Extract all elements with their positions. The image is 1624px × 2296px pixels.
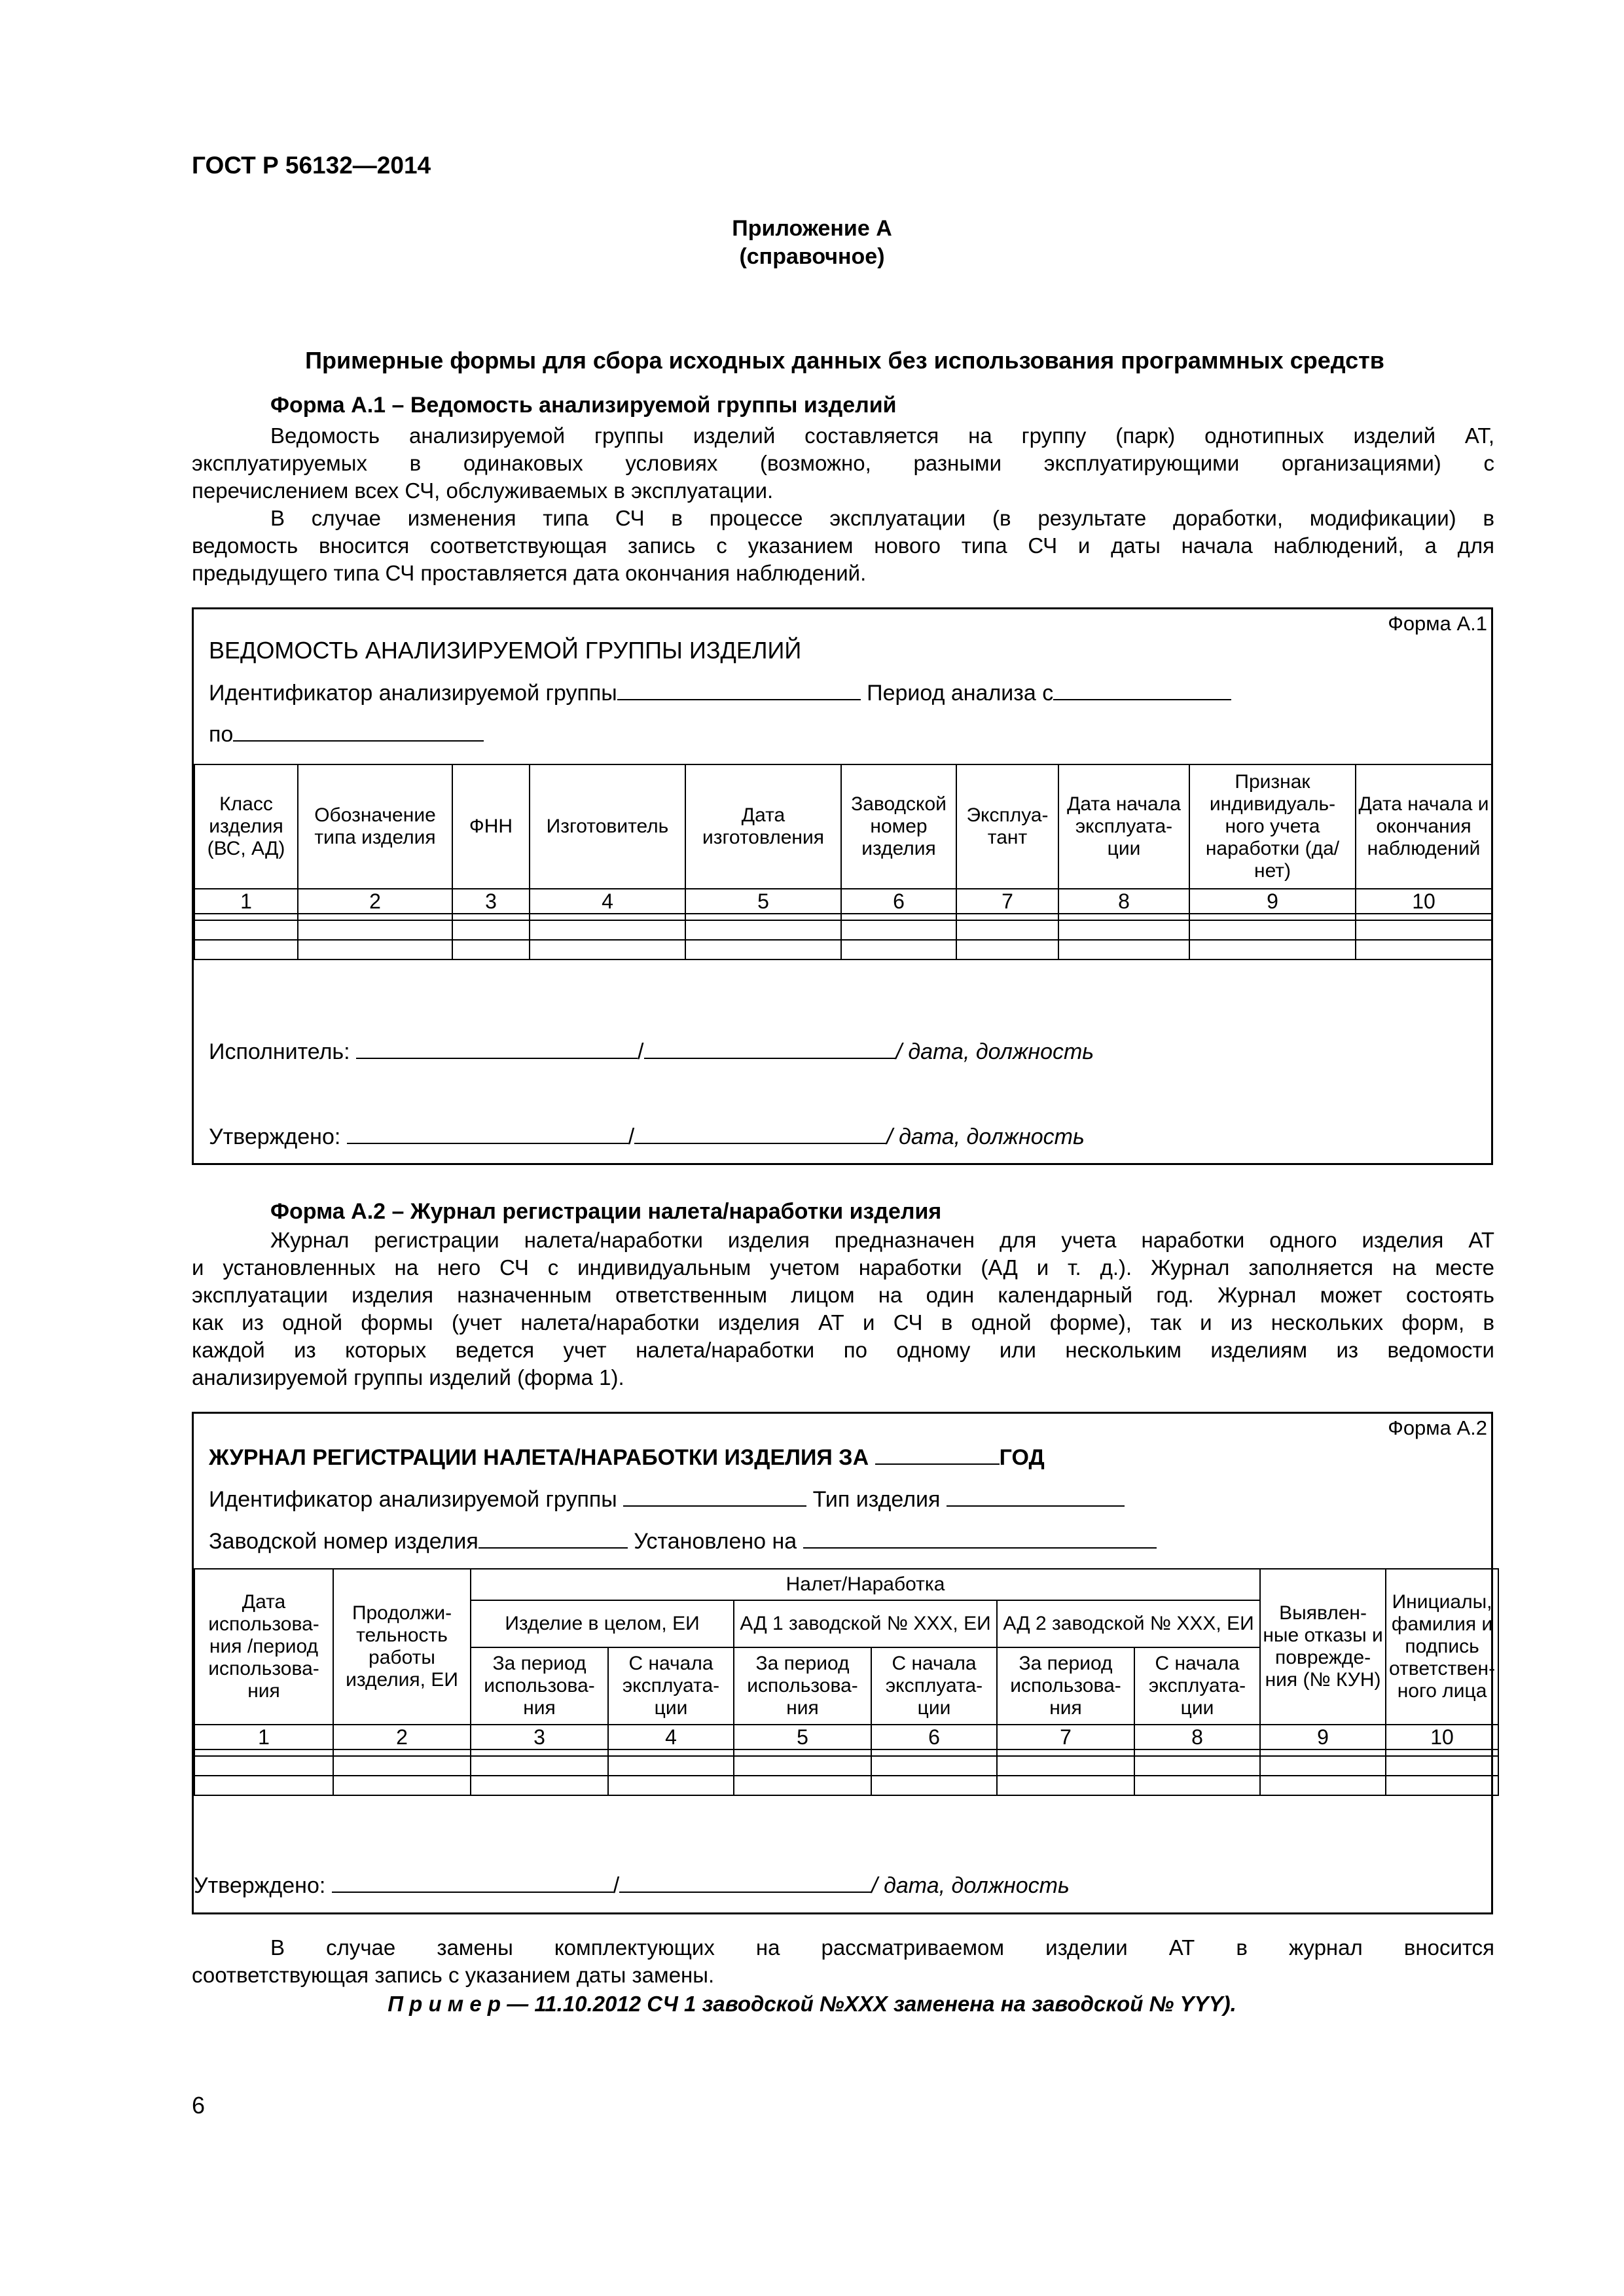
installed-field[interactable]	[803, 1528, 1157, 1549]
table-row	[194, 914, 1492, 920]
col-number: 5	[734, 1725, 871, 1749]
table-cell[interactable]	[1189, 940, 1356, 960]
paragraph-line: предыдущего типа СЧ проставляется дата окончания наблюдений.	[192, 561, 867, 585]
col-number: 6	[841, 889, 956, 914]
col-number: 8	[1134, 1725, 1260, 1749]
group-id-field[interactable]	[617, 679, 861, 700]
col-number: 10	[1356, 889, 1492, 914]
table-cell[interactable]	[530, 920, 685, 940]
form1-description	[192, 422, 1494, 587]
approved-sign-field[interactable]	[619, 1872, 871, 1893]
table-cell[interactable]	[194, 1756, 333, 1776]
approved-label: Утверждено:	[194, 1873, 326, 1898]
table-cell[interactable]	[194, 940, 298, 960]
table-cell[interactable]	[452, 940, 530, 960]
col-number: 1	[194, 889, 298, 914]
table-cell[interactable]	[1189, 920, 1356, 940]
table-cell[interactable]	[1058, 940, 1189, 960]
table-cell[interactable]	[608, 1756, 734, 1776]
paragraph-line: соответствующая запись с указанием даты замены.	[192, 1963, 715, 1987]
table-cell[interactable]	[1058, 914, 1189, 920]
table-row	[194, 920, 1492, 940]
table-cell[interactable]	[1134, 1756, 1260, 1776]
form-label: Форма А.2	[1388, 1416, 1487, 1439]
col-header: Продолжи-тельность работы изделия, ЕИ	[333, 1569, 471, 1725]
col-number: 7	[956, 889, 1058, 914]
table-cell[interactable]	[1058, 920, 1189, 940]
col-number: 5	[685, 889, 841, 914]
group-id-label: Идентификатор анализируемой группы	[209, 1487, 617, 1512]
table-cell[interactable]	[734, 1749, 871, 1756]
table-cell[interactable]	[452, 914, 530, 920]
period-from-field[interactable]	[1053, 679, 1231, 700]
paragraph-line: В случае изменения типа СЧ в процессе эксплуатации (в результате доработки, модификации) в	[270, 506, 1494, 530]
approved-label: Утверждено:	[209, 1124, 341, 1149]
table-cell[interactable]	[997, 1776, 1134, 1795]
col-number: 10	[1386, 1725, 1498, 1749]
approved-name-field[interactable]	[332, 1872, 613, 1893]
col-number: 1	[194, 1725, 333, 1749]
col-header: С начала эксплуата-ции	[608, 1647, 734, 1725]
column-number-row	[194, 1725, 1498, 1749]
table-row	[194, 1776, 1498, 1795]
table-cell[interactable]	[841, 920, 956, 940]
table-cell[interactable]	[685, 940, 841, 960]
form-a2-table	[194, 1568, 1499, 1796]
paragraph-line: каждой из которых ведется учет налета/наработки по одному или нескольким изделиям из ведомости	[192, 1338, 1494, 1362]
table-cell[interactable]	[194, 914, 298, 920]
col-number: 9	[1189, 889, 1356, 914]
paragraph-line: эксплуатируемых в одинаковых условиях (возможно, разными эксплуатирующими организациями) с	[192, 451, 1494, 475]
table-cell[interactable]	[1134, 1776, 1260, 1795]
table-header-row	[194, 1569, 1498, 1600]
table-cell[interactable]	[956, 914, 1058, 920]
col-header: Эксплуа-тант	[956, 764, 1058, 889]
col-header: Изготовитель	[530, 764, 685, 889]
closing-paragraph	[192, 1934, 1494, 1989]
sign-suffix: / дата, должность	[895, 1039, 1094, 1064]
form-title-prefix: ЖУРНАЛ РЕГИСТРАЦИИ НАЛЕТА/НАРАБОТКИ ИЗДЕЛИЯ ЗА	[209, 1445, 869, 1470]
type-field[interactable]	[947, 1486, 1125, 1507]
approved-name-field[interactable]	[347, 1123, 628, 1144]
col-number: 4	[608, 1725, 734, 1749]
col-header: Инициалы, фамилия и подпись ответствен-ного лица	[1386, 1569, 1498, 1725]
table-cell[interactable]	[471, 1776, 608, 1795]
col-number: 8	[1058, 889, 1189, 914]
table-cell[interactable]	[298, 920, 452, 940]
col-header: За период использова-ния	[997, 1647, 1134, 1725]
col-header: За период использова-ния	[734, 1647, 871, 1725]
appendix-note: (справочное)	[739, 244, 885, 269]
table-cell[interactable]	[1356, 940, 1492, 960]
document-header: ГОСТ Р 56132—2014	[192, 152, 431, 179]
col-header: Дата изготовления	[685, 764, 841, 889]
table-cell[interactable]	[1260, 1776, 1386, 1795]
approved-sign-field[interactable]	[634, 1123, 886, 1144]
paragraph-line: Ведомость анализируемой группы изделий составляется на группу (парк) однотипных изделий АТ,	[270, 423, 1494, 448]
table-cell[interactable]	[530, 914, 685, 920]
form2-heading: Форма А.2 – Журнал регистрации налета/наработки изделия	[270, 1199, 942, 1224]
table-cell[interactable]	[997, 1756, 1134, 1776]
col-number: 6	[871, 1725, 997, 1749]
sign-suffix: / дата, должность	[886, 1124, 1085, 1149]
col-number: 4	[530, 889, 685, 914]
approved-line	[194, 1872, 1070, 1899]
col-header: С начала эксплуата-ции	[1134, 1647, 1260, 1725]
group-id-line	[209, 1486, 1125, 1513]
paragraph-line: анализируемой группы изделий (форма 1).	[192, 1365, 624, 1390]
table-cell[interactable]	[871, 1756, 997, 1776]
table-cell[interactable]	[1386, 1776, 1498, 1795]
col-header: Дата начала эксплуата-ции	[1058, 764, 1189, 889]
table-cell[interactable]	[194, 1776, 333, 1795]
table-cell[interactable]	[333, 1749, 471, 1756]
col-header: Заводской номер изделия	[841, 764, 956, 889]
paragraph-line: перечислением всех СЧ, обслуживаемых в эксплуатации.	[192, 478, 774, 503]
paragraph-line: Журнал регистрации налета/наработки изделия предназначен для учета наработки одного изделия АТ	[270, 1228, 1494, 1252]
table-cell[interactable]	[956, 940, 1058, 960]
col-header-group: АД 2 заводской № ХХХ, ЕИ	[997, 1600, 1260, 1647]
table-cell[interactable]	[471, 1749, 608, 1756]
form1-heading: Форма А.1 – Ведомость анализируемой группы изделий	[270, 393, 897, 418]
table-cell[interactable]	[956, 920, 1058, 940]
col-header: Дата использова-ния /период использова-ния	[194, 1569, 333, 1725]
paragraph-line: как из одной формы (учет налета/наработки изделия АТ и СЧ в одной форме), так и из нескольких форм, в	[192, 1310, 1494, 1335]
table-cell[interactable]	[1134, 1749, 1260, 1756]
col-number: 7	[997, 1725, 1134, 1749]
period-to-field[interactable]	[233, 721, 484, 742]
table-cell[interactable]	[452, 920, 530, 940]
executor-name-field[interactable]	[356, 1038, 638, 1059]
paragraph-line: эксплуатации изделия назначенным ответственным лицом на один календарный год. Журнал может состоять	[192, 1283, 1494, 1307]
group-id-field[interactable]	[623, 1486, 806, 1507]
page-number: 6	[192, 2092, 206, 2119]
table-cell[interactable]	[1260, 1749, 1386, 1756]
section-title: Примерные формы для сбора исходных данных без использования программных средств	[305, 347, 1384, 374]
form-title	[209, 1444, 1045, 1471]
table-cell[interactable]	[608, 1776, 734, 1795]
appendix-title: Приложение А	[732, 216, 892, 241]
table-cell[interactable]	[685, 920, 841, 940]
approved-line	[209, 1123, 1085, 1150]
col-number: 9	[1260, 1725, 1386, 1749]
serial-line	[209, 1528, 1157, 1554]
table-cell[interactable]	[685, 914, 841, 920]
form-a1-table	[194, 764, 1492, 960]
form-title: ВЕДОМОСТЬ АНАЛИЗИРУЕМОЙ ГРУППЫ ИЗДЕЛИЙ	[209, 637, 802, 664]
sign-suffix: / дата, должность	[871, 1873, 1070, 1898]
slash: /	[628, 1124, 635, 1149]
paragraph-line: ведомость вносится соответствующая запись с указанием нового типа СЧ и даты начала наблюдений, а для	[192, 533, 1494, 558]
col-header: Признак индивидуаль-ного учета наработки (да/нет)	[1189, 764, 1356, 889]
col-number: 2	[333, 1725, 471, 1749]
paragraph-line: В случае замены комплектующих на рассматриваемом изделии АТ в журнал вносится	[270, 1935, 1494, 1960]
example-note: П р и м е р — 11.10.2012 СЧ 1 заводской №ХХХ заменена на заводской № YYY).	[388, 1992, 1236, 2016]
form-a1	[192, 607, 1493, 1165]
year-field[interactable]	[875, 1444, 1000, 1465]
table-cell[interactable]	[1386, 1749, 1498, 1756]
col-header: Выявлен-ные отказы и поврежде-ния (№ КУН)	[1260, 1569, 1386, 1725]
serial-label: Заводской номер изделия	[209, 1529, 478, 1554]
col-number: 3	[471, 1725, 608, 1749]
col-header: С начала эксплуата-ции	[871, 1647, 997, 1725]
table-cell[interactable]	[298, 914, 452, 920]
col-header-group: Налет/Наработка	[471, 1569, 1260, 1600]
col-header: ФНН	[452, 764, 530, 889]
column-number-row	[194, 889, 1492, 914]
form-label: Форма А.1	[1388, 612, 1487, 635]
table-cell[interactable]	[871, 1749, 997, 1756]
table-cell[interactable]	[471, 1756, 608, 1776]
table-row	[194, 1749, 1498, 1756]
table-cell[interactable]	[841, 940, 956, 960]
installed-label: Установлено на	[634, 1529, 797, 1554]
table-cell[interactable]	[1260, 1756, 1386, 1776]
col-header: Класс изделия (ВС, АД)	[194, 764, 298, 889]
table-cell[interactable]	[333, 1776, 471, 1795]
col-header: За период использова-ния	[471, 1647, 608, 1725]
form-a2	[192, 1412, 1496, 1914]
col-header-group: АД 1 заводской № ХХХ, ЕИ	[734, 1600, 997, 1647]
table-cell[interactable]	[608, 1749, 734, 1756]
table-cell[interactable]	[1386, 1756, 1498, 1776]
table-cell[interactable]	[530, 940, 685, 960]
table-cell[interactable]	[1189, 914, 1356, 920]
col-header: Дата начала и окончания наблюдений	[1356, 764, 1492, 889]
executor-sign-field[interactable]	[644, 1038, 896, 1059]
table-cell[interactable]	[194, 1749, 333, 1756]
slash: /	[613, 1873, 620, 1898]
table-cell[interactable]	[871, 1776, 997, 1795]
executor-label: Исполнитель:	[209, 1039, 350, 1064]
group-id-label: Идентификатор анализируемой группы	[209, 681, 617, 706]
table-header-row	[194, 764, 1492, 889]
group-id-line	[209, 679, 1231, 706]
table-cell[interactable]	[997, 1749, 1134, 1756]
table-cell[interactable]	[1356, 920, 1492, 940]
col-number: 3	[452, 889, 530, 914]
period-label: Период анализа с	[867, 681, 1054, 706]
table-cell[interactable]	[734, 1776, 871, 1795]
type-label: Тип изделия	[812, 1487, 941, 1512]
table-cell[interactable]	[333, 1756, 471, 1776]
form-title-suffix: ГОД	[999, 1445, 1045, 1470]
form2-description	[192, 1227, 1494, 1391]
table-cell[interactable]	[841, 914, 956, 920]
table-cell[interactable]	[298, 940, 452, 960]
table-row	[194, 1756, 1498, 1776]
executor-line	[209, 1038, 1094, 1065]
period-to-label: по	[209, 722, 234, 747]
col-header-group: Изделие в целом, ЕИ	[471, 1600, 734, 1647]
table-cell[interactable]	[194, 920, 298, 940]
serial-field[interactable]	[478, 1528, 628, 1549]
col-header: Обозначение типа изделия	[298, 764, 452, 889]
col-number: 2	[298, 889, 452, 914]
period-to-line	[209, 721, 484, 747]
slash: /	[638, 1039, 644, 1064]
paragraph-line: и установленных на него СЧ с индивидуальным учетом наработки (АД и т. д.). Журнал заполняется на месте	[192, 1255, 1494, 1280]
table-cell[interactable]	[734, 1756, 871, 1776]
table-row	[194, 940, 1492, 960]
table-cell[interactable]	[1356, 914, 1492, 920]
